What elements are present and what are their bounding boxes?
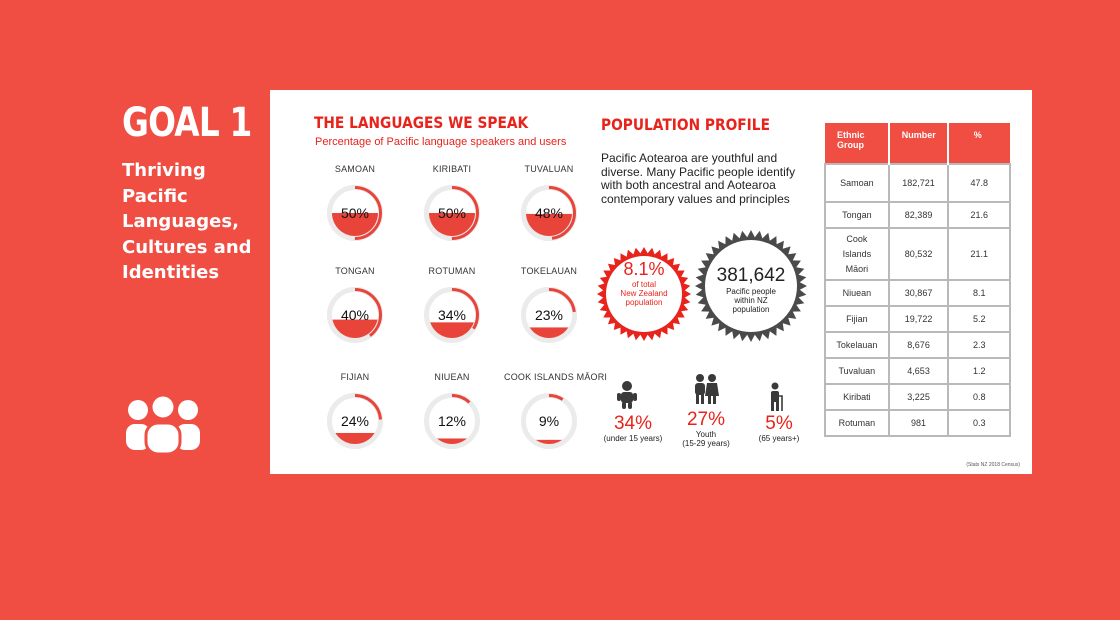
table-cell-group: Cook Islands Māori [825, 228, 889, 280]
goal-subtitle [122, 158, 262, 286]
table-cell-pct: 2.3 [948, 332, 1010, 358]
languages-subtitle: Percentage of Pacific language speakers and users [315, 136, 567, 148]
header-percent: % [948, 123, 1010, 164]
table-cell-number: 30,867 [889, 280, 949, 306]
donut-percent-label: 12% [437, 413, 467, 429]
languages-title: THE LANGUAGES WE SPEAK [314, 113, 529, 132]
language-donut [504, 265, 594, 345]
donut-percent-label: 48% [534, 205, 564, 221]
language-donut-chart [422, 183, 482, 243]
infographic-panel [270, 90, 1032, 474]
table-cell-pct: 5.2 [948, 306, 1010, 332]
donut-percent-label: 34% [437, 307, 467, 323]
share-value: 8.1% [623, 259, 665, 279]
language-name: FIJIAN [340, 372, 370, 382]
donut-percent-label: 50% [340, 205, 370, 221]
goal-subtitle-line: Cultures and [122, 236, 252, 258]
language-name: SAMOAN [334, 164, 376, 174]
share-badge [597, 259, 691, 307]
age-caption: Youth [695, 430, 717, 439]
age-percent: 5% [765, 413, 793, 434]
group-of-people-icon [124, 394, 202, 454]
language-donut-chart [422, 391, 482, 451]
language-name: KIRIBATI [432, 164, 472, 174]
language-donut-chart [519, 391, 579, 451]
age-group-elders [739, 414, 819, 443]
table-cell-group: Tongan [825, 202, 889, 228]
table-cell-number: 19,722 [889, 306, 949, 332]
table-cell-group: Fijian [825, 306, 889, 332]
language-donut-chart [519, 183, 579, 243]
table-cell-group: Niuean [825, 280, 889, 306]
table-cell-group: Tuvaluan [825, 358, 889, 384]
count-caption-line: population [732, 305, 770, 314]
header-ethnic-group [825, 123, 889, 164]
population-title: POPULATION PROFILE [601, 115, 770, 134]
table-cell-number: 182,721 [889, 164, 949, 202]
language-donut-chart [519, 285, 579, 345]
count-caption [695, 287, 807, 314]
age-percent: 34% [613, 413, 653, 434]
language-donut-chart [325, 391, 385, 451]
age-caption: (under 15 years) [603, 434, 663, 443]
header-number: Number [889, 123, 949, 164]
goal-subtitle-line: Identities [122, 262, 220, 283]
language-name: TUVALUAN [524, 164, 574, 174]
table-row [825, 332, 1010, 358]
table-row [825, 280, 1010, 306]
table-header-row [825, 123, 1010, 164]
table-cell-pct: 47.8 [948, 164, 1010, 202]
table-cell-number: 8,676 [889, 332, 949, 358]
elder-with-cane-icon [767, 382, 787, 412]
table-cell-group: Tokelauan [825, 332, 889, 358]
donut-percent-label: 24% [340, 413, 370, 429]
count-badge [695, 265, 807, 314]
language-name: TONGAN [335, 266, 375, 276]
header-ethnic-group-text: Ethnic Group [837, 130, 865, 150]
donut-percent-label: 23% [534, 307, 564, 323]
language-donut [407, 371, 497, 451]
language-donut [407, 265, 497, 345]
table-row [825, 164, 1010, 202]
table-row [825, 202, 1010, 228]
donut-percent-label: 50% [437, 205, 467, 221]
share-caption-line: of total [631, 280, 656, 289]
share-caption-line: New Zealand [620, 289, 668, 298]
table-row [825, 384, 1010, 410]
table-cell-number: 981 [889, 410, 949, 436]
table-cell-group: Rotuman [825, 410, 889, 436]
source-note: (Stats NZ 2018 Census) [966, 462, 1020, 468]
language-donut [407, 163, 497, 243]
ethnic-group-table [824, 123, 1011, 437]
table-cell-group: Samoan [825, 164, 889, 202]
goal-title: GOAL 1 [122, 100, 252, 146]
table-cell-number: 4,653 [889, 358, 949, 384]
age-caption: (65 years+) [758, 434, 800, 443]
age-percent: 27% [686, 409, 726, 430]
table-cell-pct: 0.3 [948, 410, 1010, 436]
age-group-youth [666, 410, 746, 448]
goal-subtitle-line: Pacific [122, 185, 188, 207]
table-cell-number: 80,532 [889, 228, 949, 280]
language-name: NIUEAN [434, 372, 470, 382]
table-row [825, 306, 1010, 332]
goal-subtitle-line: Thriving [122, 160, 206, 181]
table-cell-pct: 1.2 [948, 358, 1010, 384]
goal-subtitle-line: Languages, [122, 211, 239, 232]
donut-percent-label: 9% [538, 413, 560, 429]
population-text: Pacific Aotearoa are youthful and diverse. Many Pacific people identify with both ancestral and Aotearoa contemporary values and principles [601, 151, 796, 206]
table-row [825, 228, 1010, 280]
language-name: ROTUMAN [428, 266, 476, 276]
language-donut-chart [422, 285, 482, 345]
count-caption-line: within NZ [734, 296, 768, 305]
language-name: COOK ISLANDS MĀORI [504, 372, 608, 382]
share-caption [597, 280, 691, 307]
language-donut [504, 163, 594, 243]
table-cell-pct: 21.1 [948, 228, 1010, 280]
language-donut [310, 371, 400, 451]
donut-percent-label: 40% [340, 307, 370, 323]
language-donut [310, 163, 400, 243]
table-cell-pct: 8.1 [948, 280, 1010, 306]
language-donut [310, 265, 400, 345]
language-donut [504, 371, 608, 451]
language-name: TOKELAUAN [520, 266, 578, 276]
table-cell-number: 3,225 [889, 384, 949, 410]
age-group-children [593, 414, 673, 443]
youth-pair-icon [693, 373, 719, 405]
table-cell-pct: 0.8 [948, 384, 1010, 410]
share-caption-line: population [625, 298, 663, 307]
language-donut-chart [325, 285, 385, 345]
table-cell-pct: 21.6 [948, 202, 1010, 228]
language-donut-chart [325, 183, 385, 243]
baby-icon [616, 380, 638, 410]
table-row [825, 410, 1010, 436]
table-row [825, 358, 1010, 384]
table-cell-number: 82,389 [889, 202, 949, 228]
age-caption: (15-29 years) [682, 439, 730, 448]
count-value: 381,642 [716, 265, 786, 286]
table-cell-group: Kiribati [825, 384, 889, 410]
count-caption-line: Pacific people [726, 287, 776, 296]
